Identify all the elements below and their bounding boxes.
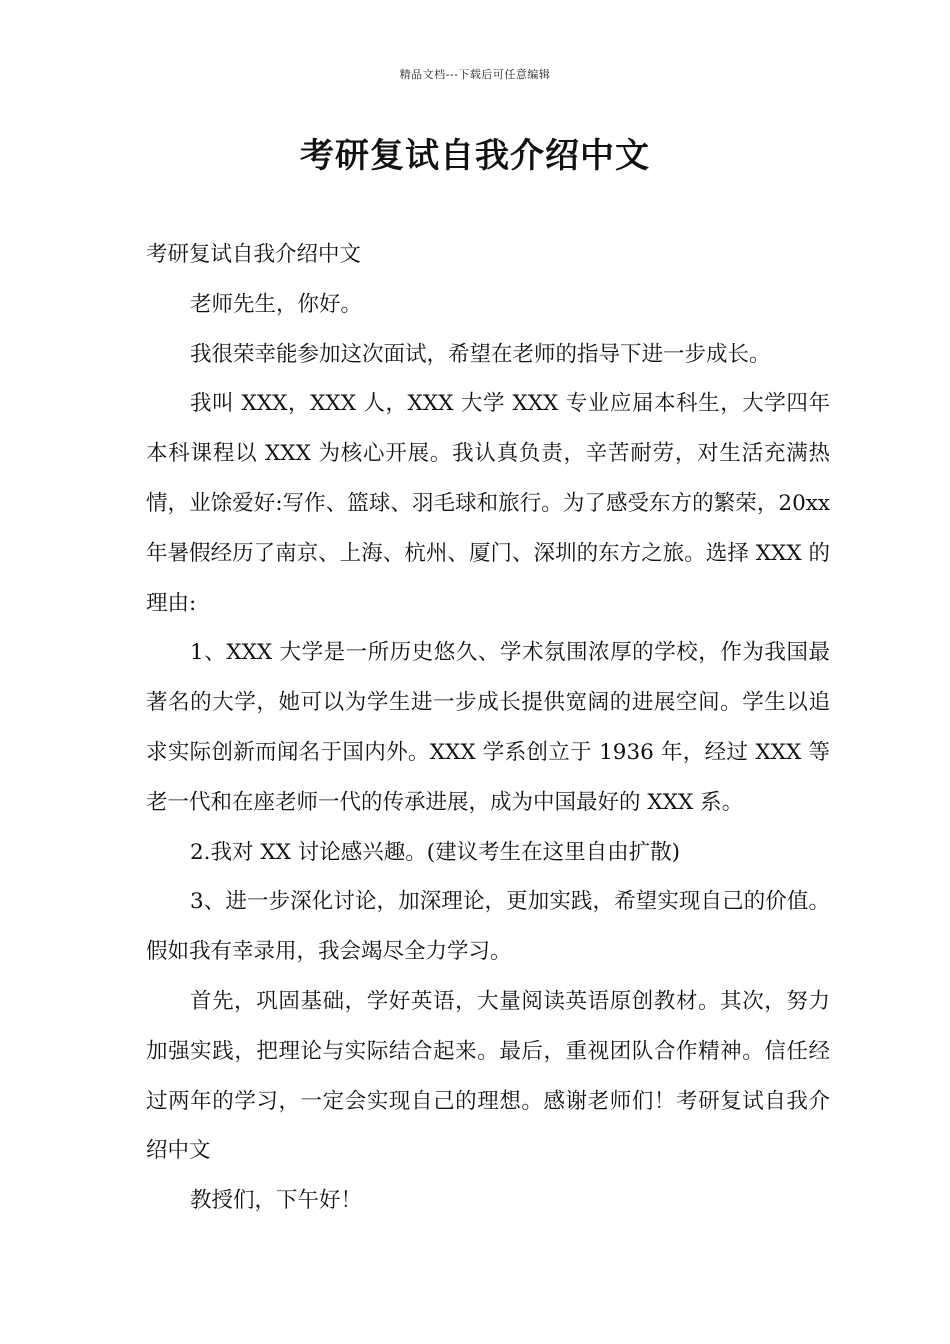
greeting-paragraph: 老师先生，你好。 — [190, 291, 363, 317]
intro-paragraph: 我很荣幸能参加这次面试，希望在老师的指导下进一步成长。 — [190, 341, 771, 367]
reason-three-paragraph: 3、进一步深化讨论，加深理论，更加实践，希望实现自己的价值。假如我有幸录用，我会竭尽全力学习。 — [146, 889, 830, 965]
header-note: 精品文档---下载后可任意编辑 — [399, 68, 551, 81]
closing-greeting-paragraph: 教授们，下午好！ — [190, 1188, 363, 1214]
document-body — [146, 230, 830, 1226]
background-paragraph: 我叫 XXX，XXX 人，XXX 大学 XXX 专业应届本科生，大学四年本科课程以 XXX 为核心开展。我认真负责，辛苦耐劳，对生活充满热情，业馀爱好:写作、篮球、羽毛球和旅行。为了感受东方的繁荣，20xx 年暑假经历了南京、上海、杭州、厦门、深圳的东方之旅。选择 XXX 的理由: — [146, 391, 830, 616]
reason-one-paragraph: 1、XXX 大学是一所历史悠久、学术氛围浓厚的学校，作为我国最著名的大学，她可以为学生进一步成长提供宽阔的进展空间。学生以追求实际创新而闻名于国内外。XXX 学系创立于 1936 年，经过 XXX 等老一代和在座老师一代的传承进展，成为中国最好的 XXX 系。 — [146, 640, 830, 815]
plan-paragraph: 首先，巩固基础，学好英语，大量阅读英语原创教材。其次，努力加强实践，把理论与实际结合起来。最后，重视团队合作精神。信任经过两年的学习，一定会实现自己的理想。感谢老师们！考研复试自我介绍中文 — [146, 988, 830, 1164]
subtitle-paragraph: 考研复试自我介绍中文 — [146, 242, 362, 267]
reason-two-paragraph: 2.我对 XX 讨论感兴趣。(建议考生在这里自由扩散) — [190, 839, 681, 865]
page-title: 考研复试自我介绍中文 — [300, 136, 650, 176]
